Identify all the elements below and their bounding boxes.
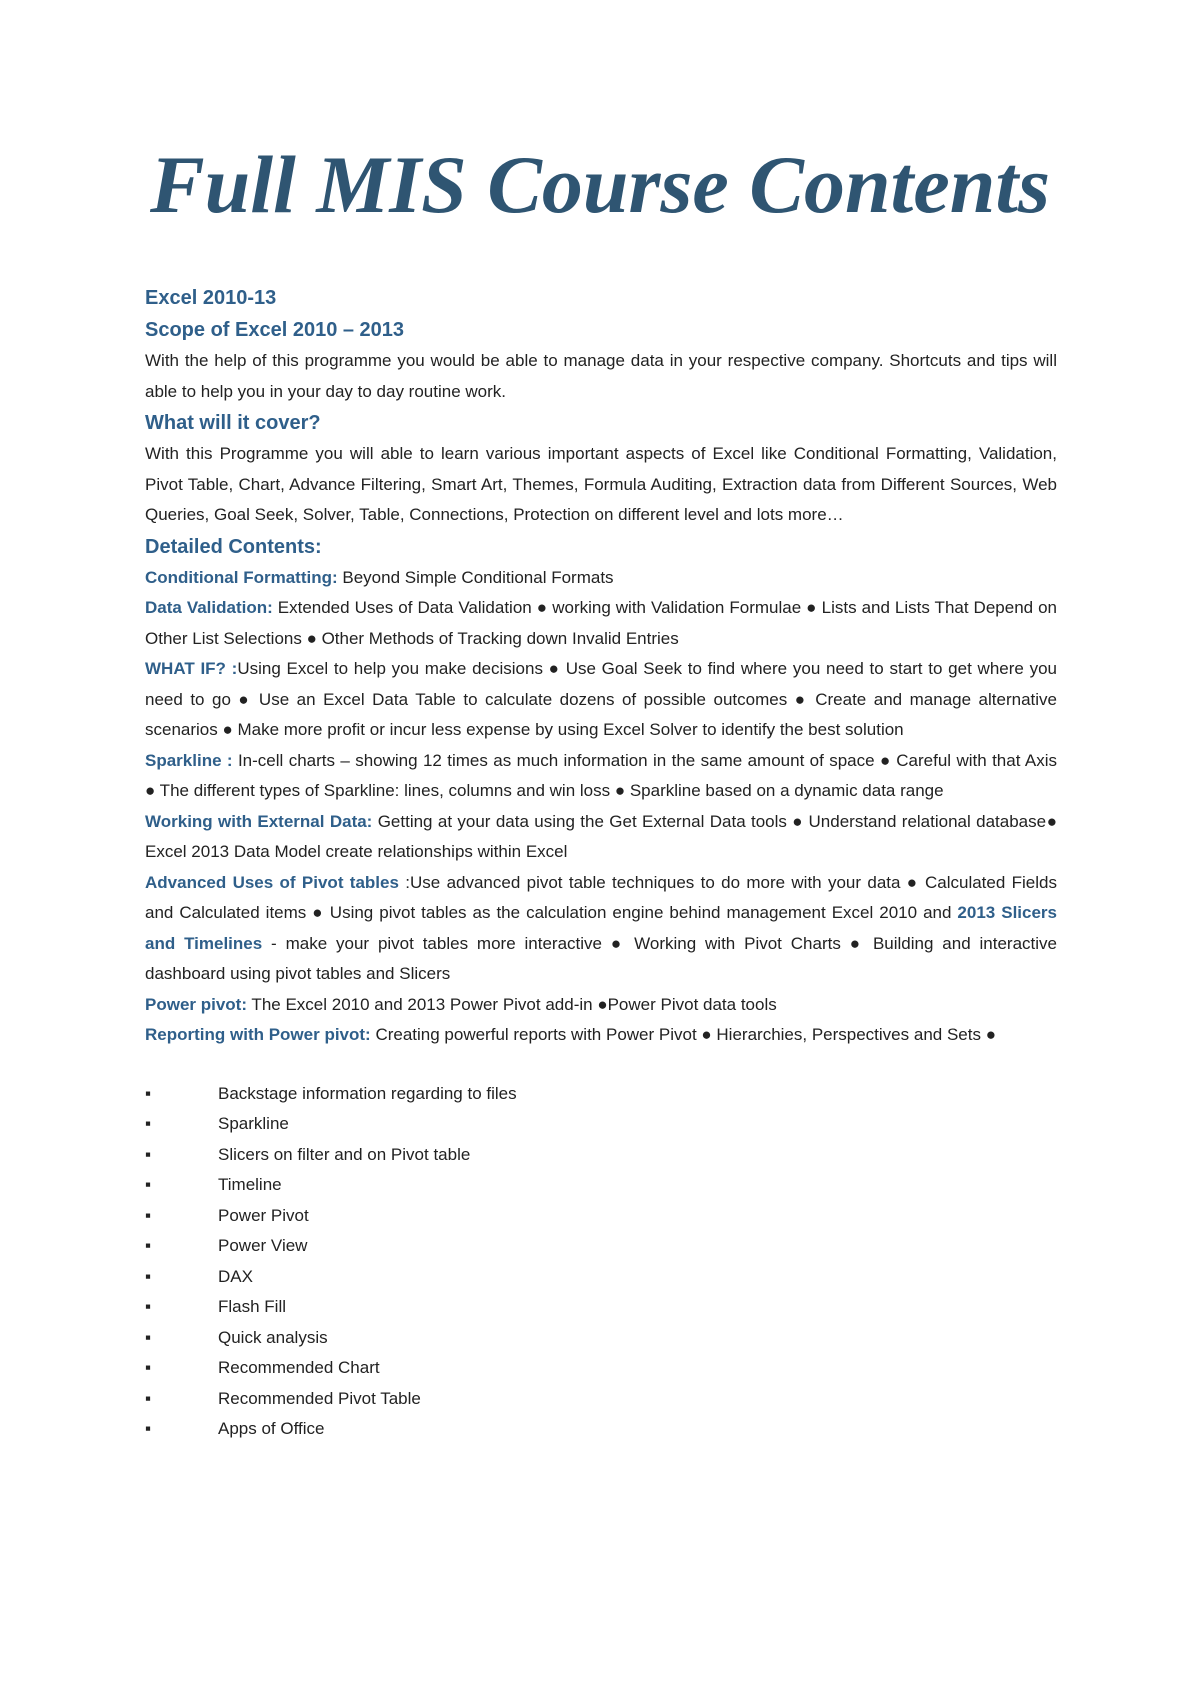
bullet-text: Timeline bbox=[218, 1175, 282, 1194]
item-label: Power pivot: bbox=[145, 994, 248, 1014]
bullet-icon: ▪ bbox=[145, 1358, 152, 1377]
page-title: Full MIS Course Contents bbox=[149, 139, 1051, 230]
bullet-text: Recommended Chart bbox=[218, 1358, 380, 1377]
item-text: The Excel 2010 and 2013 Power Pivot add-in ●Power Pivot data tools bbox=[247, 994, 777, 1014]
item-text: Extended Uses of Data Validation ● working with Validation Formulae ● Lists and Lists That Depend on Other List Selections ● Other Methods of Tracking down Invalid Entries bbox=[145, 598, 1057, 648]
bullet-text: Flash Fill bbox=[218, 1297, 287, 1316]
section-heading-scope: Scope of Excel 2010 – 2013 bbox=[145, 319, 405, 341]
bullet-icon: ▪ bbox=[145, 1114, 152, 1133]
item-label-slicers: 2013 Slicers and Timelines bbox=[145, 903, 1057, 953]
bullet-icon: ▪ bbox=[145, 1419, 152, 1438]
item-text: In-cell charts – showing 12 times as much information in the same amount of space ● Careful with that Axis ● The different types of Sparkline: lines, columns and win loss ● Sparkline based on a dynamic data range bbox=[145, 750, 1057, 800]
bullet-item bbox=[145, 1079, 1057, 1110]
bullet-text: Slicers on filter and on Pivot table bbox=[218, 1144, 471, 1164]
bullet-text: Recommended Pivot Table bbox=[218, 1388, 421, 1408]
bullet-icon: ▪ bbox=[145, 1327, 152, 1347]
feature-bullet-list bbox=[145, 1079, 1057, 1445]
item-text: :Use advanced pivot table techniques to do more with your data ● Calculated Fields and Calculated items ● Using pivot tables as the calculation engine behind management Excel 2010 and bbox=[145, 872, 1057, 922]
item-label: Working with External Data: bbox=[145, 811, 373, 831]
bullet-item bbox=[145, 1323, 1057, 1354]
content-item-pivot-tables bbox=[145, 868, 1057, 990]
bullet-icon: ▪ bbox=[145, 1388, 152, 1408]
item-text: Creating powerful reports with Power Pivot ● Hierarchies, Perspectives and Sets ● bbox=[370, 1025, 996, 1044]
bullet-text: Backstage information regarding to files bbox=[218, 1083, 517, 1103]
bullet-item bbox=[145, 1353, 1057, 1384]
item-label: Advanced Uses of Pivot tables bbox=[145, 872, 399, 892]
bullet-item bbox=[145, 1384, 1057, 1415]
bullet-text: Quick analysis bbox=[218, 1327, 328, 1347]
bullet-icon: ▪ bbox=[145, 1083, 152, 1103]
item-label: Data Validation: bbox=[145, 598, 273, 617]
content-item-data-validation bbox=[145, 593, 1057, 654]
section-heading-cover: What will it cover? bbox=[145, 412, 321, 434]
item-label: Sparkline : bbox=[145, 750, 233, 770]
content-item-conditional-formatting bbox=[145, 563, 1057, 594]
bullet-text: DAX bbox=[218, 1266, 253, 1286]
bullet-icon: ▪ bbox=[145, 1266, 152, 1286]
bullet-text: Power Pivot bbox=[218, 1205, 309, 1225]
content-item-reporting-power-pivot bbox=[145, 1020, 1057, 1051]
bullet-item bbox=[145, 1231, 1057, 1262]
bullet-text: Apps of Office bbox=[218, 1419, 325, 1438]
item-text-slicers: - make your pivot tables more interactive ● Working with Pivot Charts ● Building and interactive dashboard using pivot tables and Slicers bbox=[145, 933, 1058, 983]
item-label: Reporting with Power pivot: bbox=[145, 1025, 371, 1044]
section-heading-detailed: Detailed Contents: bbox=[145, 535, 322, 558]
bullet-item bbox=[145, 1292, 1057, 1323]
scope-paragraph: With the help of this programme you would be able to manage data in your respective company. Shortcuts and tips will able to help you in your day to day routine work. bbox=[145, 351, 1057, 401]
bullet-item bbox=[145, 1140, 1057, 1171]
bullet-icon: ▪ bbox=[145, 1144, 152, 1164]
content-item-what-if bbox=[145, 654, 1057, 746]
bullet-text: Power View bbox=[218, 1236, 308, 1255]
bullet-item bbox=[145, 1109, 1057, 1140]
bullet-item bbox=[145, 1170, 1057, 1201]
document-body bbox=[145, 282, 1057, 1445]
bullet-icon: ▪ bbox=[145, 1175, 152, 1194]
bullet-text: Sparkline bbox=[218, 1114, 289, 1133]
bullet-item bbox=[145, 1201, 1057, 1232]
bullet-item bbox=[145, 1262, 1057, 1293]
content-item-external-data bbox=[145, 807, 1057, 868]
item-text: Using Excel to help you make decisions ● Use Goal Seek to find where you need to start to get where you need to go ● Use an Excel Data Table to calculate dozens of possible outcomes ● Create and manage alternative scenarios ● Make more profit or incur less expense by using Excel Solver to identify the best solution bbox=[145, 659, 1057, 739]
bullet-icon: ▪ bbox=[145, 1297, 152, 1316]
bullet-item bbox=[145, 1414, 1057, 1445]
content-item-power-pivot bbox=[145, 990, 1057, 1021]
item-label: WHAT IF? : bbox=[145, 659, 238, 678]
bullet-icon: ▪ bbox=[145, 1205, 152, 1225]
spacer bbox=[145, 1051, 1057, 1079]
item-label: Conditional Formatting: bbox=[145, 567, 338, 587]
item-text: Getting at your data using the Get External Data tools ● Understand relational database● Excel 2013 Data Model create relationships within Excel bbox=[145, 811, 1057, 861]
bullet-icon: ▪ bbox=[145, 1236, 152, 1255]
item-text: Beyond Simple Conditional Formats bbox=[337, 567, 614, 587]
cover-paragraph: With this Programme you will able to learn various important aspects of Excel like Conditional Formatting, Validation, Pivot Table, Chart, Advance Filtering, Smart Art, Themes, Formula Auditing, Extraction data from Different Sources, Web Queries, Goal Seek, Solver, Table, Connections, Protection on different level and lots more… bbox=[145, 444, 1057, 524]
section-heading-excel: Excel 2010-13 bbox=[145, 287, 277, 309]
content-item-sparkline bbox=[145, 746, 1057, 807]
